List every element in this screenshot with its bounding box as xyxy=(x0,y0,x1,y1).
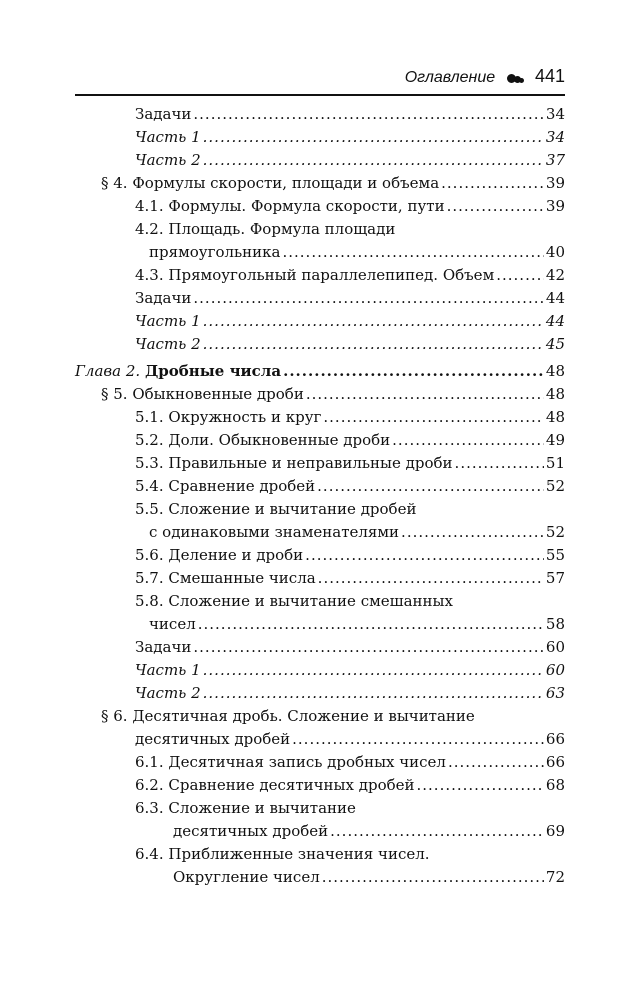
toc-entry-title: 6.1. Десятичная запись дробных чисел xyxy=(135,753,446,771)
toc-entry xyxy=(75,195,565,218)
dot-leader xyxy=(455,452,544,475)
toc-page-number: 42 xyxy=(545,266,565,284)
toc-page-number: 39 xyxy=(545,174,565,192)
dot-leader xyxy=(193,103,544,126)
toc-page-number: 34 xyxy=(545,128,565,146)
dot-leader xyxy=(203,149,544,172)
toc-entry xyxy=(75,406,565,429)
toc-entry xyxy=(75,333,565,356)
toc-entry xyxy=(75,103,565,126)
toc-entry xyxy=(75,774,565,797)
toc-page-number: 44 xyxy=(545,289,565,307)
chapter-title xyxy=(75,360,281,383)
toc-entry xyxy=(75,751,565,774)
toc-entry-title: Задачи xyxy=(135,105,192,123)
toc-page-number: 63 xyxy=(545,684,565,702)
toc-page-number: 55 xyxy=(545,546,565,564)
toc-entry-line: 5.5. Сложение и вычитание дробей xyxy=(135,500,417,518)
toc-page-number: 40 xyxy=(545,243,565,261)
toc-entry xyxy=(75,728,565,751)
toc-entry-title: Часть 2 xyxy=(135,335,201,353)
toc-page-number: 44 xyxy=(545,312,565,330)
toc-entry-title: § 4. Формулы скорости, площади и объема xyxy=(101,174,440,192)
dot-leader xyxy=(193,636,544,659)
toc-entry-title: 5.3. Правильные и неправильные дроби xyxy=(135,454,453,472)
toc-page-number: 48 xyxy=(545,408,565,426)
toc-entry xyxy=(75,149,565,172)
bullets-icon xyxy=(509,64,524,92)
toc-page-number: 52 xyxy=(545,477,565,495)
toc-entry-title: чисел xyxy=(149,615,196,633)
dot-leader xyxy=(323,406,544,429)
toc-entry-title: десятичных дробей xyxy=(173,822,329,840)
dot-leader xyxy=(448,751,544,774)
toc-entry-title: Задачи xyxy=(135,289,192,307)
toc-page-number: 66 xyxy=(545,730,565,748)
toc-entry-line: 6.3. Сложение и вычитание xyxy=(135,799,356,817)
dot-leader xyxy=(317,475,544,498)
toc-entry xyxy=(75,264,565,287)
toc-page-number: 58 xyxy=(545,615,565,633)
toc-entry-line: 4.2. Площадь. Формула площади xyxy=(135,220,396,238)
toc-entry-line: 5.8. Сложение и вычитание смешанных xyxy=(135,592,453,610)
toc-entry-title: 4.3. Прямоугольный параллелепипед. Объем xyxy=(135,266,495,284)
dot-leader xyxy=(282,241,543,264)
toc-entry-line: 6.4. Приближенные значения чисел. xyxy=(135,845,430,863)
toc-entry-title: 5.4. Сравнение дробей xyxy=(135,477,316,495)
dot-leader xyxy=(306,383,544,406)
toc-entry-title: Часть 1 xyxy=(135,661,201,679)
toc-entry-title: 5.2. Доли. Обыкновенные дроби xyxy=(135,431,391,449)
toc-entry xyxy=(75,475,565,498)
toc-entry-title: прямоугольника xyxy=(149,243,281,261)
toc-entry-title: Часть 2 xyxy=(135,684,201,702)
toc-page-number: 39 xyxy=(545,197,565,215)
toc-entry-title: 4.1. Формулы. Формула скорости, пути xyxy=(135,197,445,215)
header-title: Оглавление xyxy=(404,69,496,86)
toc-entry xyxy=(75,866,565,889)
toc-entry xyxy=(75,820,565,843)
dot-leader xyxy=(441,172,544,195)
toc-page-number: 48 xyxy=(545,362,565,380)
dot-leader xyxy=(305,544,544,567)
dot-leader xyxy=(283,360,544,383)
toc-entry-title: 6.2. Сравнение десятичных дробей xyxy=(135,776,415,794)
dot-leader xyxy=(203,333,544,356)
toc-entry xyxy=(75,613,565,636)
toc-page-number: 51 xyxy=(545,454,565,472)
dot-leader xyxy=(203,310,544,333)
toc-entry xyxy=(75,682,565,705)
dot-leader xyxy=(322,866,544,889)
toc-entry xyxy=(75,521,565,544)
dot-leader xyxy=(392,429,544,452)
toc-entry-title: Часть 2 xyxy=(135,151,201,169)
toc-entry xyxy=(75,452,565,475)
toc-entry xyxy=(75,241,565,264)
toc-entry-title: Часть 1 xyxy=(135,312,201,330)
dot-leader xyxy=(198,613,544,636)
toc-page-number: 45 xyxy=(545,335,565,353)
dot-leader xyxy=(203,682,544,705)
dot-leader xyxy=(203,126,544,149)
toc-entry-title: § 5. Обыкновенные дроби xyxy=(101,385,304,403)
header-rule xyxy=(75,94,565,96)
dot-leader xyxy=(417,774,544,797)
dot-leader xyxy=(401,521,544,544)
toc-page-number: 57 xyxy=(545,569,565,587)
dot-leader xyxy=(203,659,544,682)
toc-page-number: 60 xyxy=(545,638,565,656)
dot-leader xyxy=(318,567,544,590)
toc-entry-title: 5.1. Окружность и круг xyxy=(135,408,322,426)
running-header xyxy=(75,62,565,90)
toc-page-number: 66 xyxy=(545,753,565,771)
toc-entry xyxy=(75,544,565,567)
dot-leader xyxy=(447,195,544,218)
dot-leader xyxy=(496,264,544,287)
toc-entry xyxy=(75,567,565,590)
toc-page-number: 48 xyxy=(545,385,565,403)
toc-page-number: 72 xyxy=(545,868,565,886)
toc-entry xyxy=(75,659,565,682)
toc-entry xyxy=(75,172,565,195)
toc-entry xyxy=(75,429,565,452)
toc-entry xyxy=(75,310,565,333)
toc-page-number: 34 xyxy=(545,105,565,123)
chapter-name: Дробные числа xyxy=(144,362,282,380)
toc-page-number: 68 xyxy=(545,776,565,794)
toc-page-number: 49 xyxy=(545,431,565,449)
toc-entry xyxy=(75,383,565,406)
chapter-label: Глава 2. xyxy=(75,362,145,380)
toc-page-number: 52 xyxy=(545,523,565,541)
toc-chapter-entry xyxy=(75,360,565,383)
toc-entry xyxy=(75,287,565,310)
toc-entry-line: § 6. Десятичная дробь. Сложение и вычитание xyxy=(101,707,475,725)
toc-entry-title: 5.6. Деление и дроби xyxy=(135,546,304,564)
dot-leader xyxy=(292,728,544,751)
toc-entry-title: 5.7. Смешанные числа xyxy=(135,569,316,587)
toc-entry-title: Часть 1 xyxy=(135,128,201,146)
page-number: 441 xyxy=(534,66,565,86)
toc-page-number: 60 xyxy=(545,661,565,679)
toc-entry-title: десятичных дробей xyxy=(135,730,291,748)
toc-page-number: 37 xyxy=(545,151,565,169)
dot-leader xyxy=(330,820,544,843)
toc-entry-title: с одинаковыми знаменателями xyxy=(149,523,400,541)
toc-entry-title: Задачи xyxy=(135,638,192,656)
toc-entry xyxy=(75,636,565,659)
toc-page-number: 69 xyxy=(545,822,565,840)
toc-entry xyxy=(75,126,565,149)
toc-entry-title: Округление чисел xyxy=(173,868,320,886)
dot-leader xyxy=(193,287,544,310)
table-of-contents xyxy=(75,103,565,889)
